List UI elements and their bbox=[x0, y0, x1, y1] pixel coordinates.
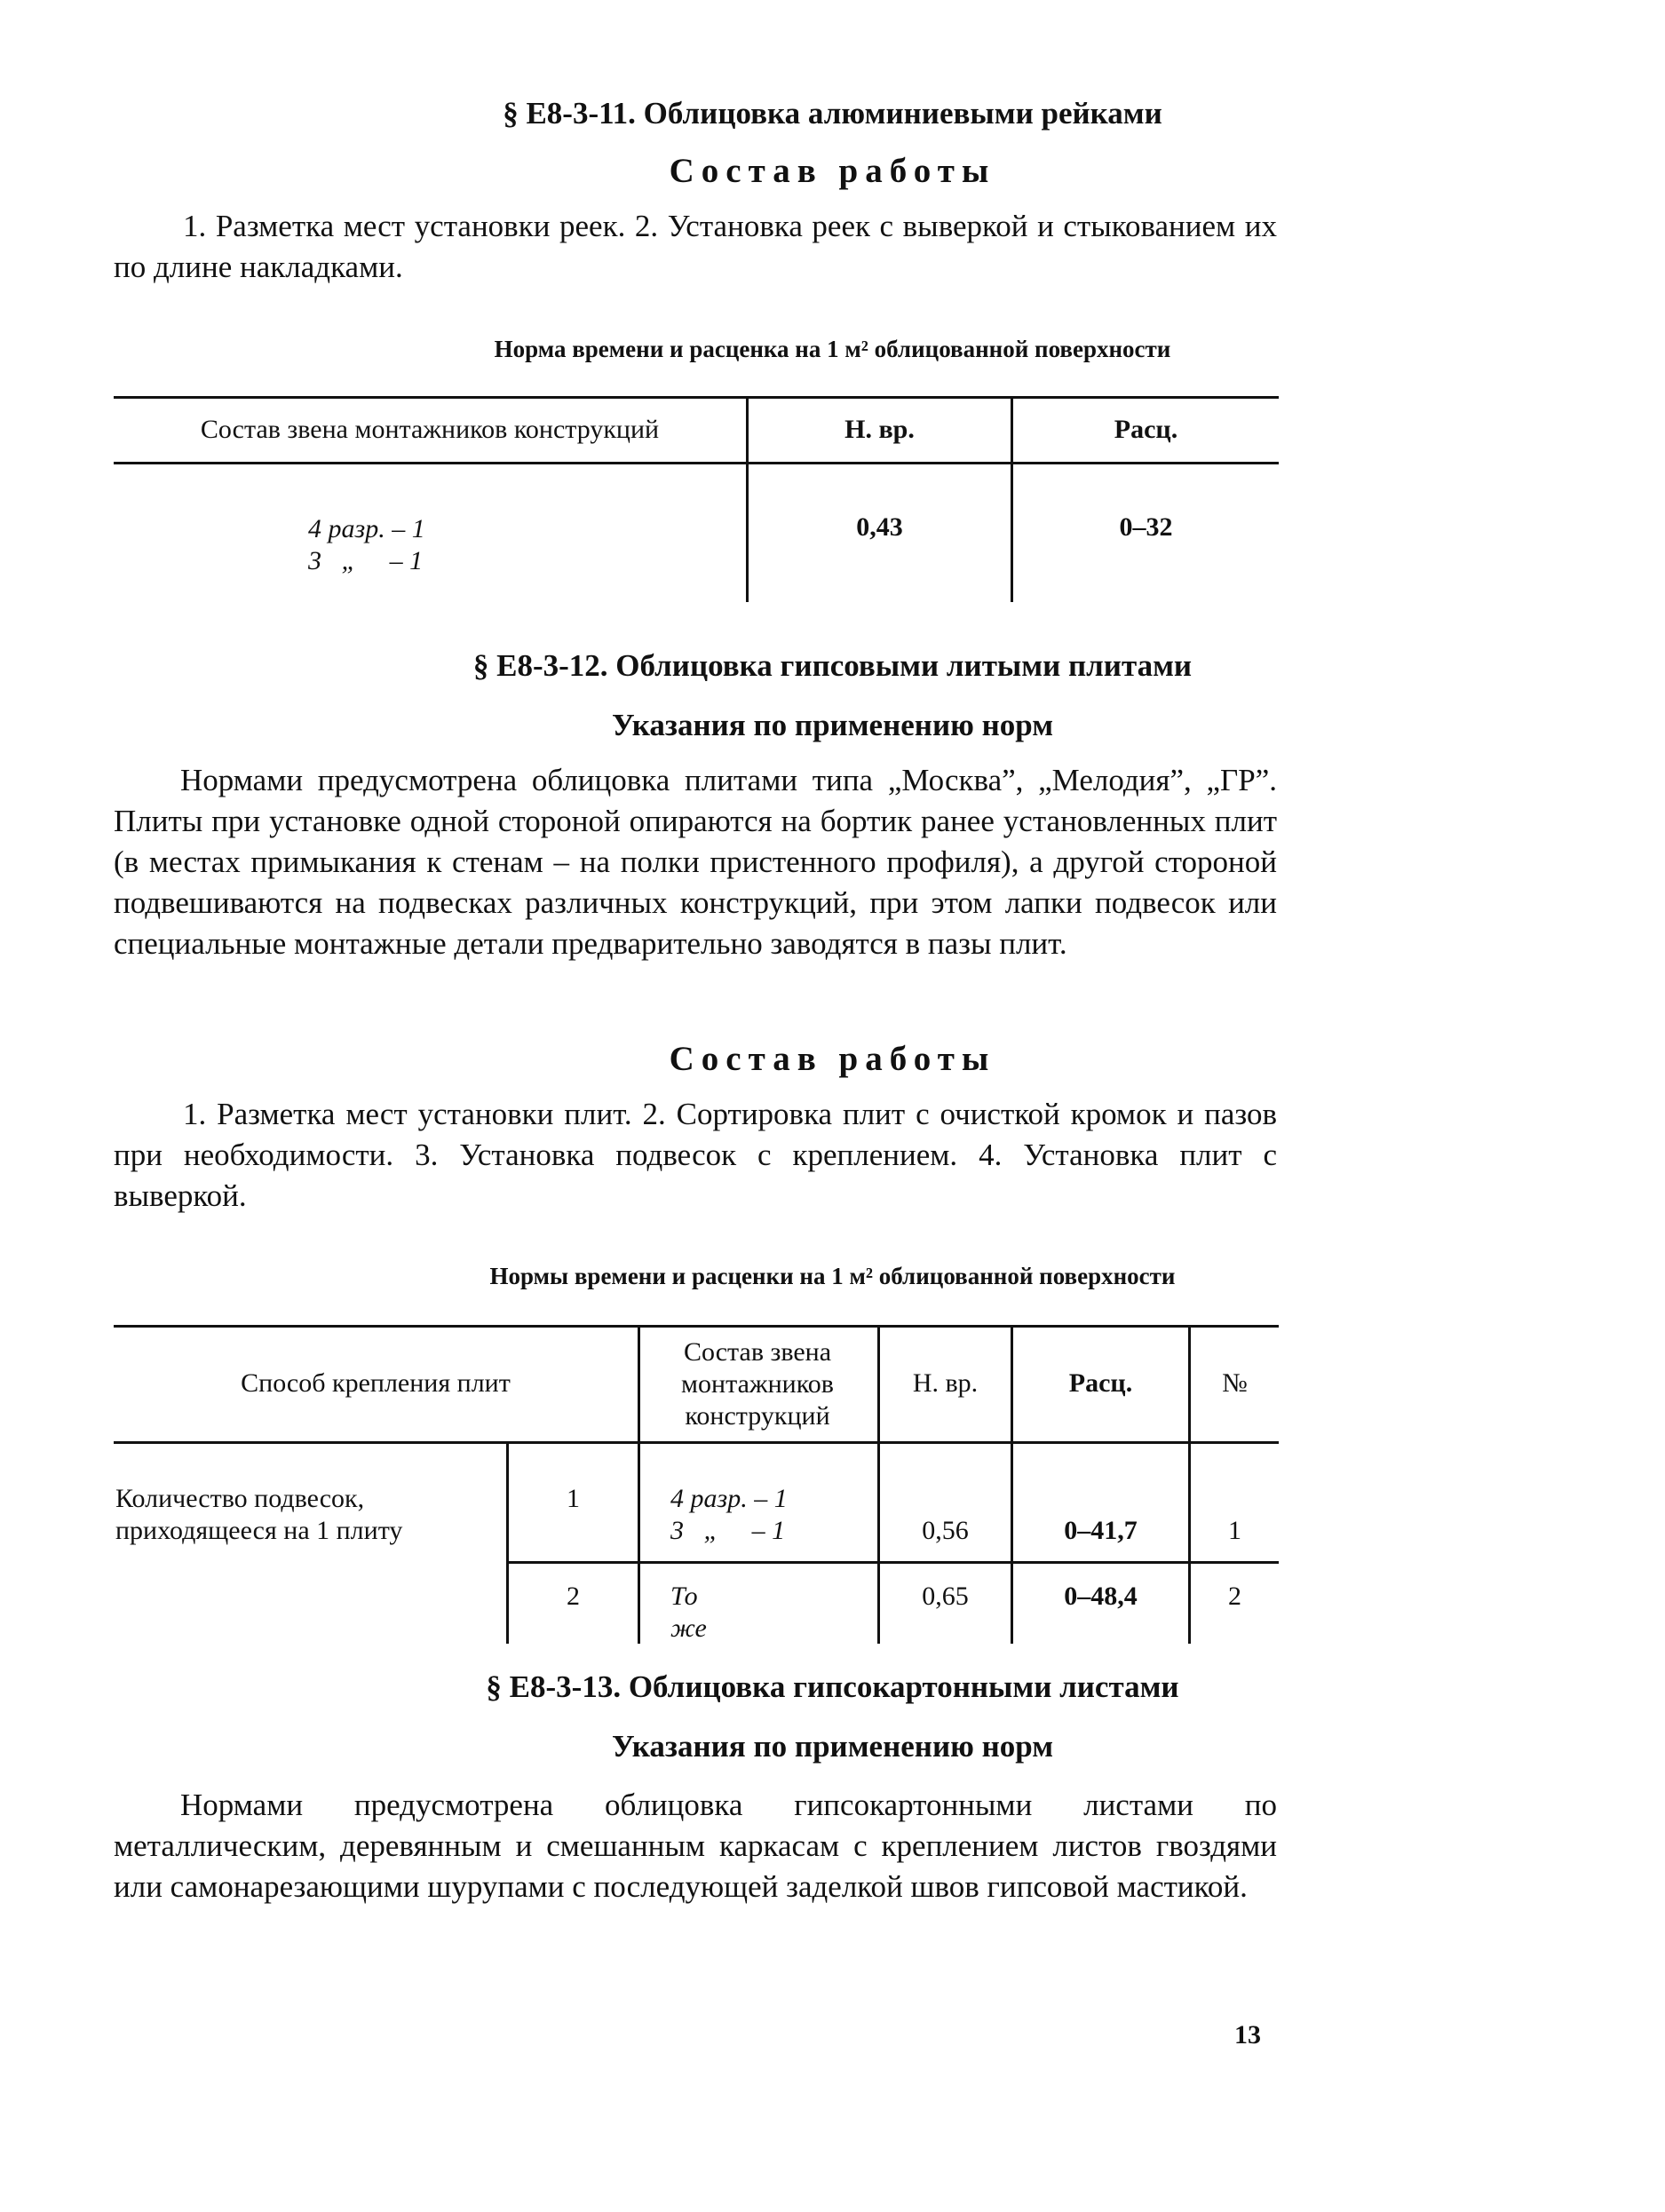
method-label: Количество подвесок, приходящееся на 1 плиту bbox=[115, 1484, 403, 1545]
table-column-divider bbox=[506, 1441, 509, 1644]
row-2-rasc: 0–48,4 bbox=[1064, 1582, 1138, 1611]
section-13-title: § Е8-3-13. Облицовка гипсокартонными листами bbox=[486, 1669, 1179, 1704]
value-rasc: 0–32 bbox=[1119, 512, 1173, 542]
section-13-instructions-text: Нормами предусмотрена облицовка гипсокартонными листами по металлическим, деревянным и смешанным каркасам с креплением листов гвоздями или самонарезающими шурупами с последующей заделкой швов гипсовой мастикой. bbox=[114, 1788, 1277, 1904]
row-2-count: 2 bbox=[567, 1582, 580, 1611]
section-12-work-text: 1. Разметка мест установки плит. 2. Сортировка плит с очисткой кромок и пазов при необходимости. 3. Установка подвесок с креплением. 4. Установка плит с выверкой. bbox=[114, 1097, 1277, 1213]
row-1-rasc: 0–41,7 bbox=[1064, 1516, 1138, 1545]
header-nvr: Н. вр. bbox=[844, 415, 915, 444]
section-11-title: § Е8-3-11. Облицовка алюминиевыми рейками bbox=[503, 96, 1162, 131]
table-top-rule bbox=[114, 1325, 1279, 1328]
row-1-crew-line-2: 3 „ – 1 bbox=[670, 1516, 786, 1545]
crew-line-1: 4 разр. – 1 bbox=[308, 514, 425, 543]
row-2-crew: То же bbox=[670, 1582, 707, 1643]
table-header-rule bbox=[114, 462, 1279, 464]
section-12-title: § Е8-3-12. Облицовка гипсовыми литыми плитами bbox=[472, 648, 1193, 683]
value-nvr: 0,43 bbox=[856, 512, 903, 542]
section-11-table-caption: Норма времени и расценка на 1 м² облицованной поверхности bbox=[494, 336, 1171, 362]
page-number: 13 bbox=[1234, 2020, 1261, 2049]
row-1-number: 1 bbox=[1228, 1516, 1241, 1545]
header-rasc: Расц. bbox=[1114, 415, 1178, 444]
row-1-count: 1 bbox=[567, 1484, 580, 1513]
row-2-nvr: 0,65 bbox=[922, 1582, 969, 1611]
table-row-rule bbox=[506, 1561, 1279, 1564]
table-header-rule bbox=[114, 1441, 1279, 1444]
header-rasc: Расц. bbox=[1068, 1368, 1133, 1398]
table-top-rule bbox=[114, 396, 1279, 399]
row-1-crew-line-1: 4 разр. – 1 bbox=[670, 1484, 788, 1513]
header-nvr: Н. вр. bbox=[912, 1368, 979, 1398]
row-1-nvr: 0,56 bbox=[922, 1516, 969, 1545]
section-12-instructions-text: Нормами предусмотрена облицовка плитами типа „Москва”, „Мелодия”, „ГР”. Плиты при установке одной стороной опираются на бортик ранее установленных плит (в местах примыкания к стенам – на полки пристенного профиля), а другой стороной подвешиваются на подвесках различных конструкций, при этом лапки подвесок или специальные монтажные детали предварительно заводятся в пазы плит. bbox=[114, 763, 1277, 961]
crew-line-2: 3 „ – 1 bbox=[308, 546, 424, 575]
header-crew: Состав звена монтажников конструкций bbox=[200, 415, 660, 444]
section-12-instructions-heading: Указания по применению норм bbox=[611, 708, 1054, 742]
section-13-instructions-heading: Указания по применению норм bbox=[611, 1729, 1054, 1764]
row-2-number: 2 bbox=[1228, 1582, 1241, 1611]
header-method: Способ крепления плит bbox=[241, 1368, 511, 1398]
section-11-work-heading: Состав работы bbox=[669, 152, 996, 190]
section-12-table-caption: Нормы времени и расценки на 1 м² облицованной поверхности bbox=[489, 1263, 1176, 1289]
section-11-work-text: 1. Разметка мест установки реек. 2. Установка реек с выверкой и стыкованием их по длине накладками. bbox=[114, 209, 1277, 284]
header-number: № bbox=[1222, 1368, 1248, 1398]
section-12-work-heading: Состав работы bbox=[669, 1040, 996, 1078]
header-crew: Состав звена монтажников конструкций bbox=[681, 1337, 834, 1431]
table-column-divider bbox=[638, 1325, 640, 1644]
